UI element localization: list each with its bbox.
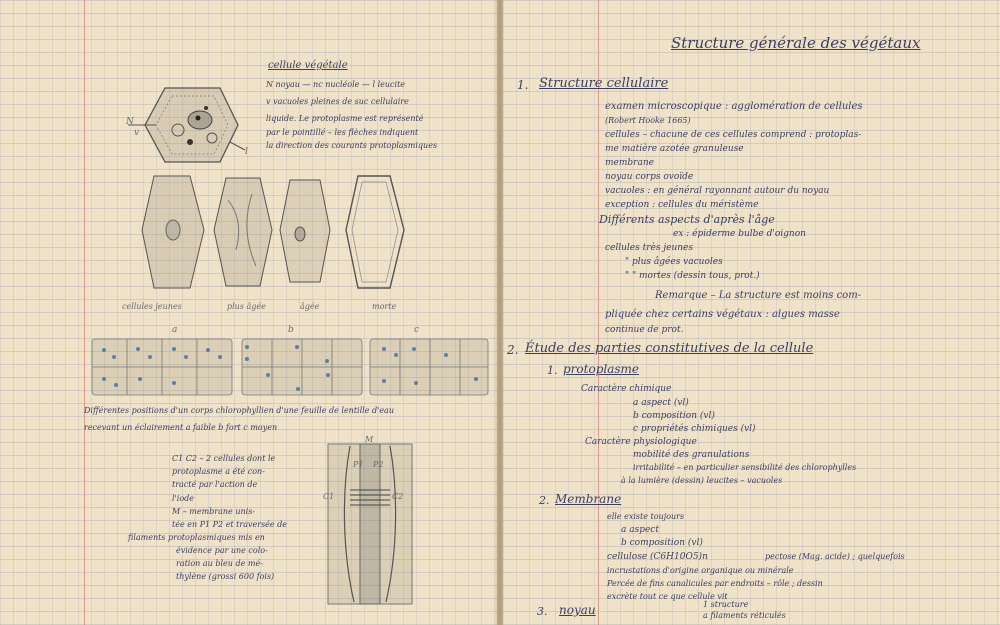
page-title: Structure générale des végétaux: [671, 34, 921, 52]
label-P2: P2: [373, 460, 384, 469]
section1-line: ex : épiderme bulbe d'oignon: [673, 229, 806, 239]
sub3-line: a filaments réticulés: [703, 611, 786, 620]
membrane-note: C1 C2 – 2 cellules dont le: [172, 454, 276, 463]
membrane-note: filaments protoplasmiques mis en: [128, 533, 265, 542]
cell-age-label: plus âgée: [227, 302, 266, 311]
label-N: N: [126, 117, 134, 127]
plant-cell-note: la direction des courants protoplasmiques: [266, 141, 438, 150]
panel-label-c: c: [414, 325, 420, 335]
plant-cell-drawing: [120, 80, 260, 170]
section1-line: pliquée chez certains végétaux : algues masse: [605, 309, 840, 320]
section1-line: cellules – chacune de ces cellules comprend : protoplas-: [605, 130, 862, 140]
label-P1: P1: [353, 460, 364, 469]
plant-cell-title: cellule végétale: [268, 60, 348, 71]
sub3-heading: noyau: [559, 603, 596, 617]
sub1-line: irritabilité – en particulier sensibilité des chlorophylles: [633, 463, 857, 472]
section1-line: exception : cellules du méristème: [605, 200, 759, 210]
section1-heading: Structure cellulaire: [539, 76, 669, 91]
cell-ages-drawing: [140, 170, 420, 295]
sub2-line: b composition (vl): [621, 538, 703, 548]
sub1-heading: protoplasme: [563, 362, 640, 376]
sub2-line: cellulose (C6H10O5)n: [607, 552, 708, 562]
section1-line: " plus âgées vacuoles: [625, 257, 723, 267]
sub2-line: elle existe toujours: [607, 512, 685, 521]
cell-age-label: âgée: [300, 302, 320, 311]
right-margin-line: [598, 0, 599, 625]
membrane-note: thylène (grossi 600 fois): [176, 572, 275, 581]
section1-number: 1.: [517, 78, 529, 92]
section1-line: Différents aspects d'après l'âge: [599, 213, 775, 226]
membrane-note: protoplasme a été con-: [172, 467, 265, 476]
sub1-line: Caractère physiologique: [585, 437, 697, 447]
membrane-note: tracté par l'action de: [172, 480, 258, 489]
chlorophyll-caption: Différentes positions d'un corps chlorophyllien d'une feuille de lentille d'eau: [84, 406, 394, 415]
label-M: M: [365, 435, 374, 444]
cell-age-label: morte: [372, 302, 397, 311]
chlorophyll-caption: recevant un éclairement a faible b fort c moyen: [84, 423, 278, 432]
left-margin-line: [84, 0, 85, 625]
membrane-note: évidence par une colo-: [176, 546, 268, 555]
sub1-number: 1.: [547, 364, 558, 377]
section2-heading: Étude des parties constitutives de la cellule: [525, 341, 814, 356]
section1-line: " " mortes (dessin tous, prot.): [625, 271, 760, 281]
plant-cell-note: v vacuoles pleines de suc cellulaire: [266, 97, 409, 106]
sub1-line: à la lumière (dessin) leucites – vacuoles: [621, 476, 783, 485]
sub3-number: 3.: [537, 605, 548, 618]
section1-line: noyau corps ovoïde: [605, 172, 694, 182]
section1-line: Remarque – La structure est moins com-: [655, 290, 862, 301]
plant-cell-note: N noyau — nc nucléole — l leucite: [266, 80, 406, 89]
section1-line: me matière azotée granuleuse: [605, 144, 744, 154]
section1-line: cellules très jeunes: [605, 243, 693, 253]
panel-label-a: a: [172, 325, 178, 335]
label-C2: C2: [392, 492, 404, 501]
sub1-line: a aspect (vl): [633, 398, 689, 408]
label-l: l: [245, 147, 248, 157]
sub1-line: b composition (vl): [633, 411, 715, 421]
label-v: v: [134, 128, 140, 138]
membrane-note: ration au bleu de mé-: [176, 559, 263, 568]
sub2-line: Percée de fins canalicules par endroits – rôle ; dessin: [607, 579, 823, 588]
sub3-line: 1 structure: [703, 600, 749, 609]
plant-cell-note: par le pointillé – les flèches indiquent: [266, 128, 419, 137]
plant-cell-note: liquide. Le protoplasme est représenté: [266, 114, 424, 123]
sub1-line: c propriétés chimiques (vl): [633, 424, 756, 434]
sub2-line: a aspect: [621, 525, 659, 535]
section1-line: (Robert Hooke 1665): [605, 116, 691, 125]
label-C1: C1: [323, 492, 335, 501]
membrane-note: M – membrane unis-: [172, 507, 255, 516]
sub2-number: 2.: [539, 494, 550, 507]
section1-line: vacuoles : en général rayonnant autour du noyau: [605, 186, 830, 196]
sub1-line: Caractère chimique: [581, 384, 672, 394]
right-page: [503, 0, 1000, 625]
membrane-drawing: [320, 440, 420, 610]
sub2-line: pectose (Mag. acide) ; quelquefois: [765, 552, 905, 561]
section1-line: continue de prot.: [605, 325, 684, 335]
membrane-note: l'iode: [172, 494, 194, 503]
membrane-note: tée en P1 P2 et traversée de: [172, 520, 288, 529]
chlorophyll-panels-drawing: [92, 335, 490, 400]
sub2-heading: Membrane: [555, 492, 622, 506]
sub1-line: mobilité des granulations: [633, 450, 750, 460]
sub2-line: excrète tout ce que cellule vit: [607, 592, 728, 601]
section1-line: examen microscopique : agglomération de cellules: [605, 101, 863, 112]
section2-number: 2.: [507, 343, 519, 357]
sub2-line: incrustations d'origine organique ou minérale: [607, 566, 794, 575]
section1-line: membrane: [605, 158, 654, 168]
panel-label-b: b: [288, 325, 294, 335]
cell-age-label: cellules jeunes: [122, 302, 182, 311]
left-page: [0, 0, 497, 625]
